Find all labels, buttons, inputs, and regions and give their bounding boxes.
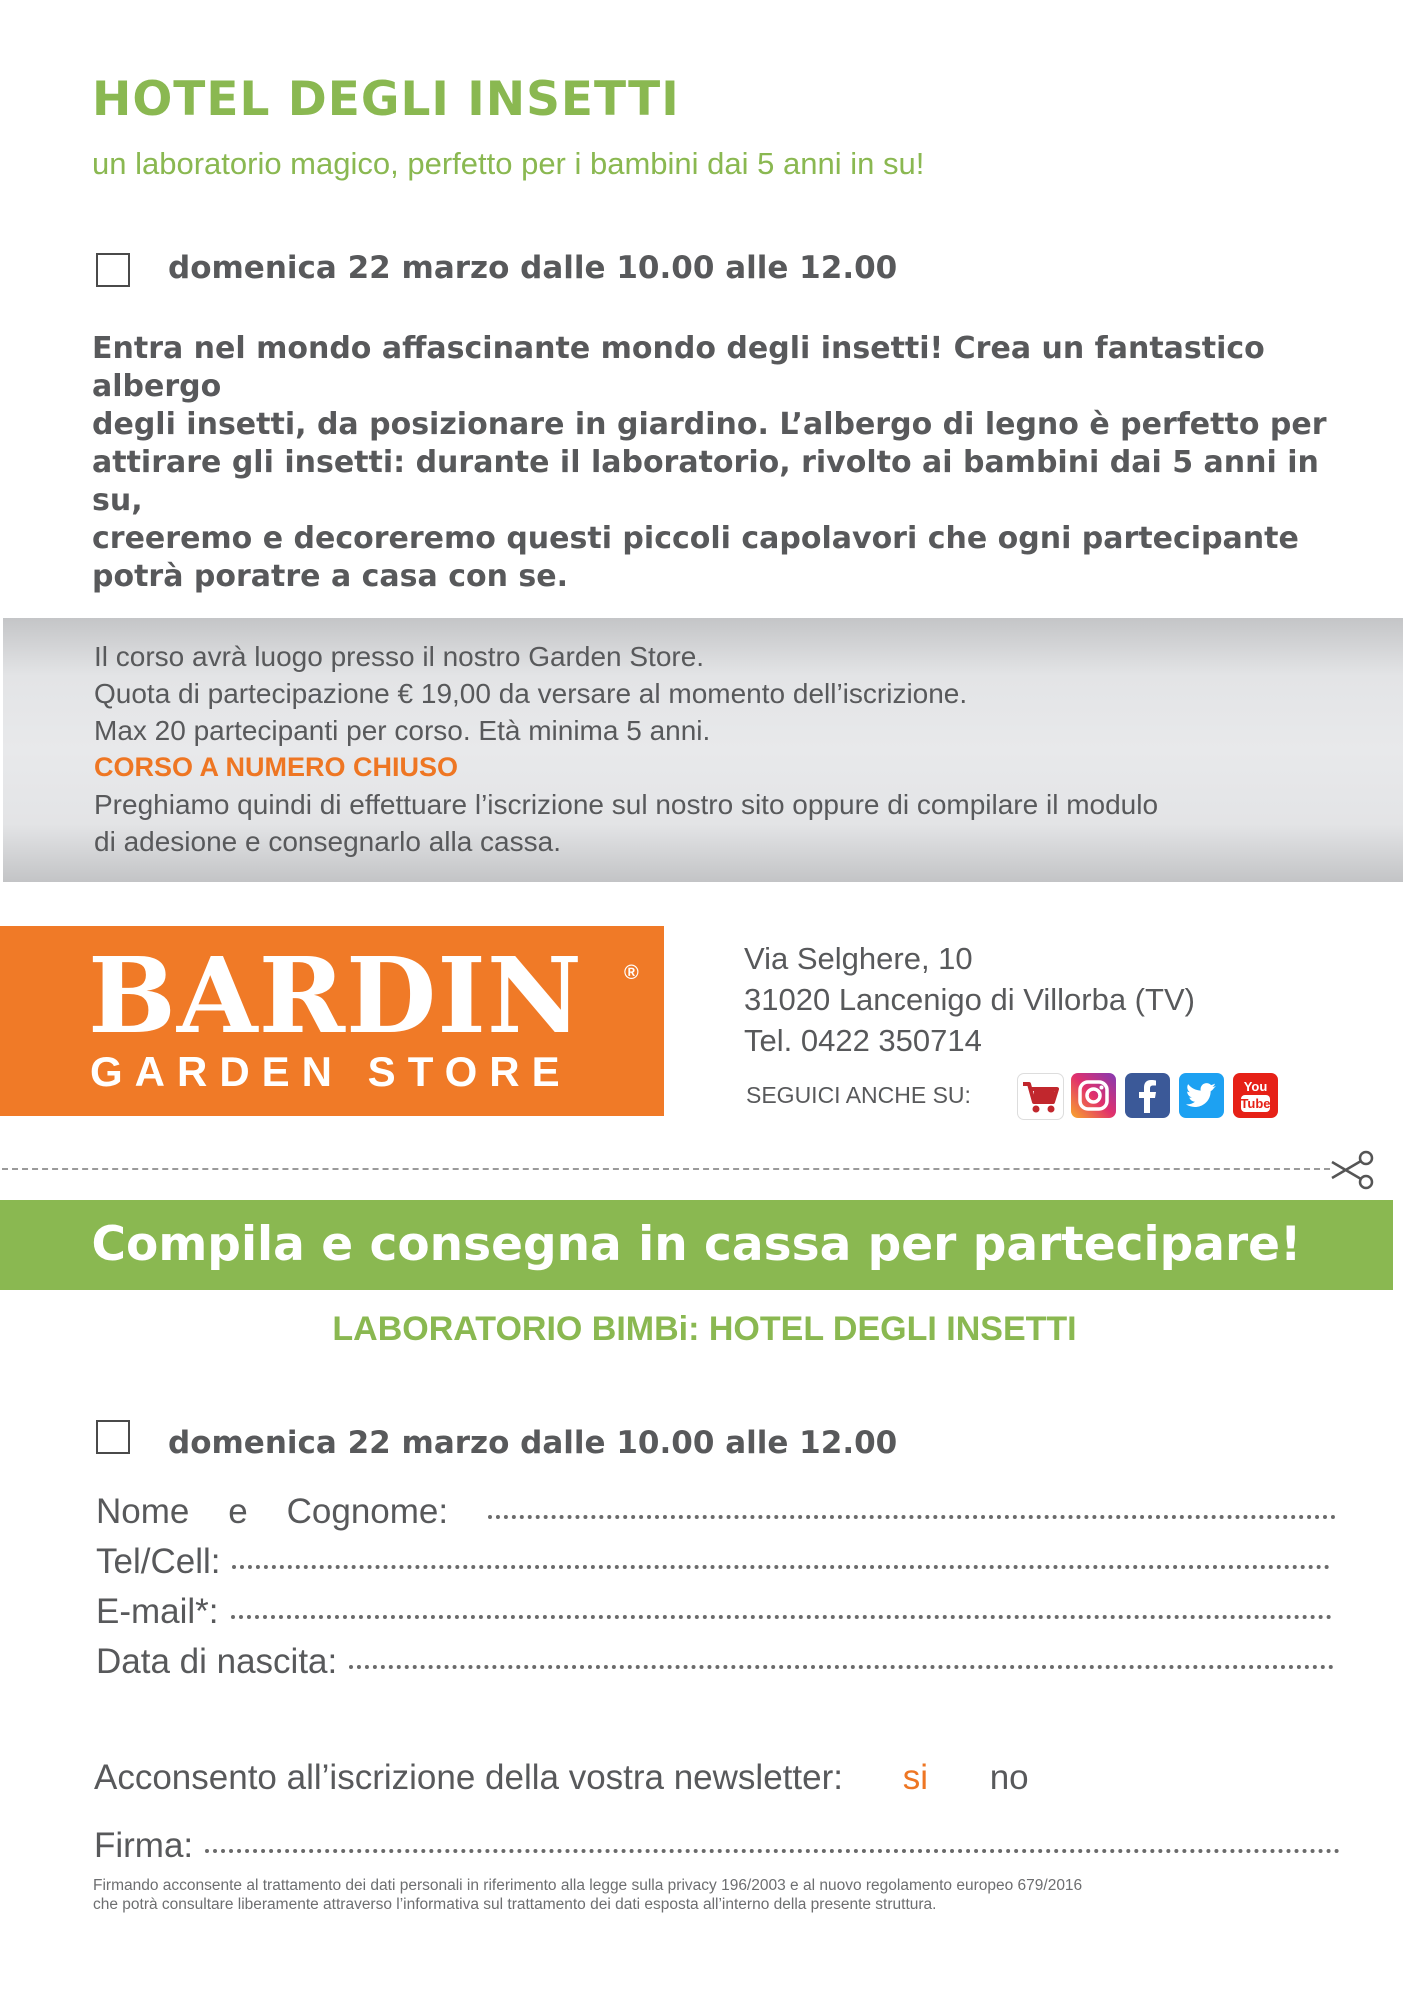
youtube-icon[interactable] [1233,1073,1278,1118]
email-line[interactable] [231,1615,1332,1619]
phone-label: Tel/Cell: [96,1542,221,1581]
signature-label: Firma: [94,1826,194,1865]
registered-mark: ® [624,962,639,984]
twitter-icon[interactable] [1179,1073,1224,1118]
intro-line: degli insetti, da posizionare in giardino. L’albergo di legno è perfetto per [92,407,1327,442]
info-instructions-cont: di adesione e consegnarlo alla cassa. [94,826,561,857]
name-label: Nome e Cognome: [96,1492,449,1531]
address-street: Via Selghere, 10 [744,941,973,976]
info-instructions: Preghiamo quindi di effettuare l’iscrizione sul nostro sito oppure di compilare il modulo [94,789,1159,820]
newsletter-consent [94,1758,1029,1798]
intro-line: potrà poratre a casa con se. [92,559,569,594]
signature-line[interactable] [205,1849,1340,1853]
session-checkbox[interactable] [96,253,130,287]
intro-line: creeremo e decoreremo questi piccoli capolavori che ogni partecipante [92,521,1299,556]
scissors-icon [1330,1150,1374,1190]
name-field[interactable] [96,1492,1336,1532]
intro-paragraph [92,330,1362,596]
youtube-bottom-text: Tube [1240,1096,1271,1111]
intro-line: Entra nel mondo affascinante mondo degli insetti! Crea un fantastico albergo [92,331,1265,404]
address-city: 31020 Lancenigo di Villorba (TV) [744,982,1195,1017]
signature-field[interactable] [94,1826,1340,1866]
birthdate-label: Data di nascita: [96,1642,338,1681]
cart-icon[interactable] [1017,1073,1064,1120]
page-subtitle: un laboratorio magico, perfetto per i bambini dai 5 anni in su! [92,146,925,181]
newsletter-no-option[interactable]: no [989,1758,1029,1797]
session-date-label: domenica 22 marzo dalle 10.00 alle 12.00 [168,250,898,286]
info-warning: CORSO A NUMERO CHIUSO [94,752,459,782]
privacy-line: Firmando acconsente al trattamento dei dati personali in riferimento alla legge sulla privacy 196/2003 e al nuovo regolamento europeo 679/2016 [93,1877,1083,1894]
info-fee: Quota di partecipazione € 19,00 da versare al momento dell’iscrizione. [94,678,968,709]
course-info-box [3,618,1403,882]
cut-line [2,1168,1330,1170]
info-location: Il corso avrà luogo presso il nostro Garden Store. [94,641,705,672]
email-field[interactable] [96,1592,1332,1632]
page-title: HOTEL DEGLI INSETTI [92,72,680,127]
info-capacity: Max 20 partecipanti per corso. Età minima 5 anni. [94,715,711,746]
form-session-checkbox[interactable] [96,1420,130,1454]
newsletter-yes-option[interactable]: si [902,1758,928,1797]
intro-line: attirare gli insetti: durante il laboratorio, rivolto ai bambini dai 5 anni in su, [92,445,1319,518]
store-address [744,938,1195,1061]
newsletter-label: Acconsento all’iscrizione della vostra newsletter: [94,1758,843,1797]
logo-wordmark: BARDIN [88,934,583,1057]
phone-line[interactable] [232,1565,1330,1569]
form-banner [0,1200,1393,1290]
form-session-date: domenica 22 marzo dalle 10.00 alle 12.00 [168,1425,898,1461]
privacy-notice [93,1876,1353,1914]
address-phone: Tel. 0422 350714 [744,1023,982,1058]
facebook-icon[interactable] [1125,1073,1170,1118]
email-label: E-mail*: [96,1592,219,1631]
follow-us-label: SEGUICI ANCHE SU: [746,1082,971,1108]
birthdate-field[interactable] [96,1642,1334,1682]
instagram-icon[interactable] [1071,1073,1116,1118]
lab-title: LABORATORIO BIMBi: HOTEL DEGLI INSETTI [332,1310,1077,1348]
form-banner-text: Compila e consegna in cassa per partecipare! [91,1217,1302,1272]
name-line[interactable] [488,1515,1336,1519]
birthdate-line[interactable] [349,1665,1334,1669]
logo-tagline: GARDEN STORE [90,1048,572,1095]
bardin-logo [0,926,664,1116]
privacy-line: che potrà consultare liberamente attraverso l’informativa sul trattamento dei dati esposta all’interno della presente struttura. [93,1896,937,1913]
youtube-top-text: You [1243,1079,1268,1094]
phone-field[interactable] [96,1542,1330,1582]
